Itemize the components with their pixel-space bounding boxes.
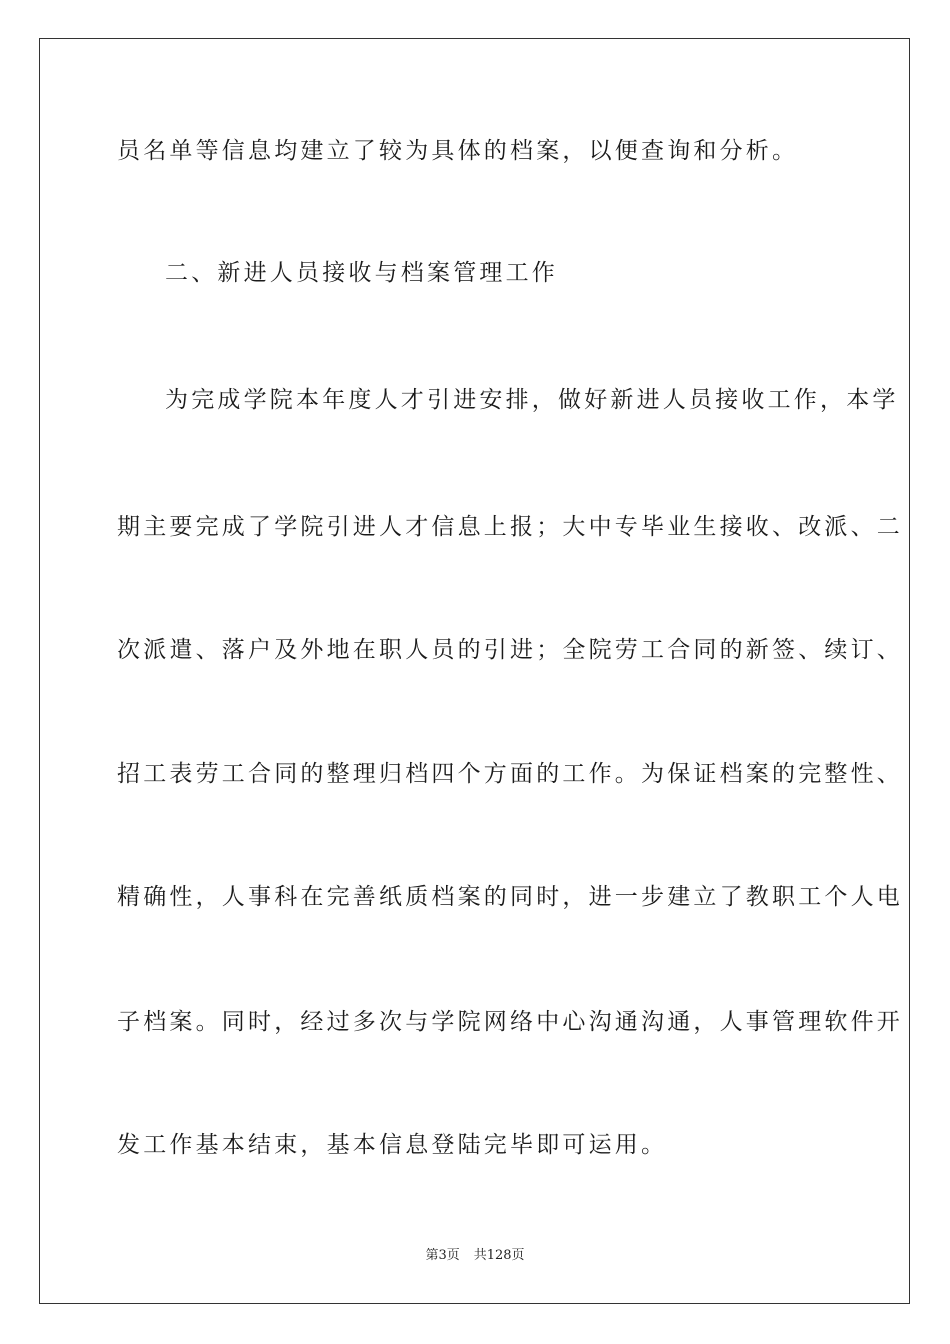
paragraph-line: 员名单等信息均建立了较为具体的档案，以便查询和分析。 xyxy=(117,138,799,164)
page-number: 第3页 xyxy=(425,1248,460,1263)
paragraph-line: 期主要完成了学院引进人才信息上报；大中专毕业生接收、改派、二 xyxy=(117,514,903,540)
paragraph-line: 为完成学院本年度人才引进安排，做好新进人员接收工作，本学 xyxy=(165,387,899,413)
section-heading: 二、新进人员接收与档案管理工作 xyxy=(165,260,558,286)
page-border xyxy=(39,38,910,1304)
paragraph-line: 精确性，人事科在完善纸质档案的同时，进一步建立了教职工个人电 xyxy=(117,884,903,910)
paragraph-line: 子档案。同时，经过多次与学院网络中心沟通沟通，人事管理软件开 xyxy=(117,1009,903,1035)
paragraph-line: 发工作基本结束，基本信息登陆完毕即可运用。 xyxy=(117,1132,668,1158)
page-footer xyxy=(0,1244,950,1263)
page-total: 共128页 xyxy=(473,1248,525,1263)
paragraph-line: 招工表劳工合同的整理归档四个方面的工作。为保证档案的完整性、 xyxy=(117,761,903,787)
paragraph-line: 次派遣、落户及外地在职人员的引进；全院劳工合同的新签、续订、 xyxy=(117,637,903,663)
